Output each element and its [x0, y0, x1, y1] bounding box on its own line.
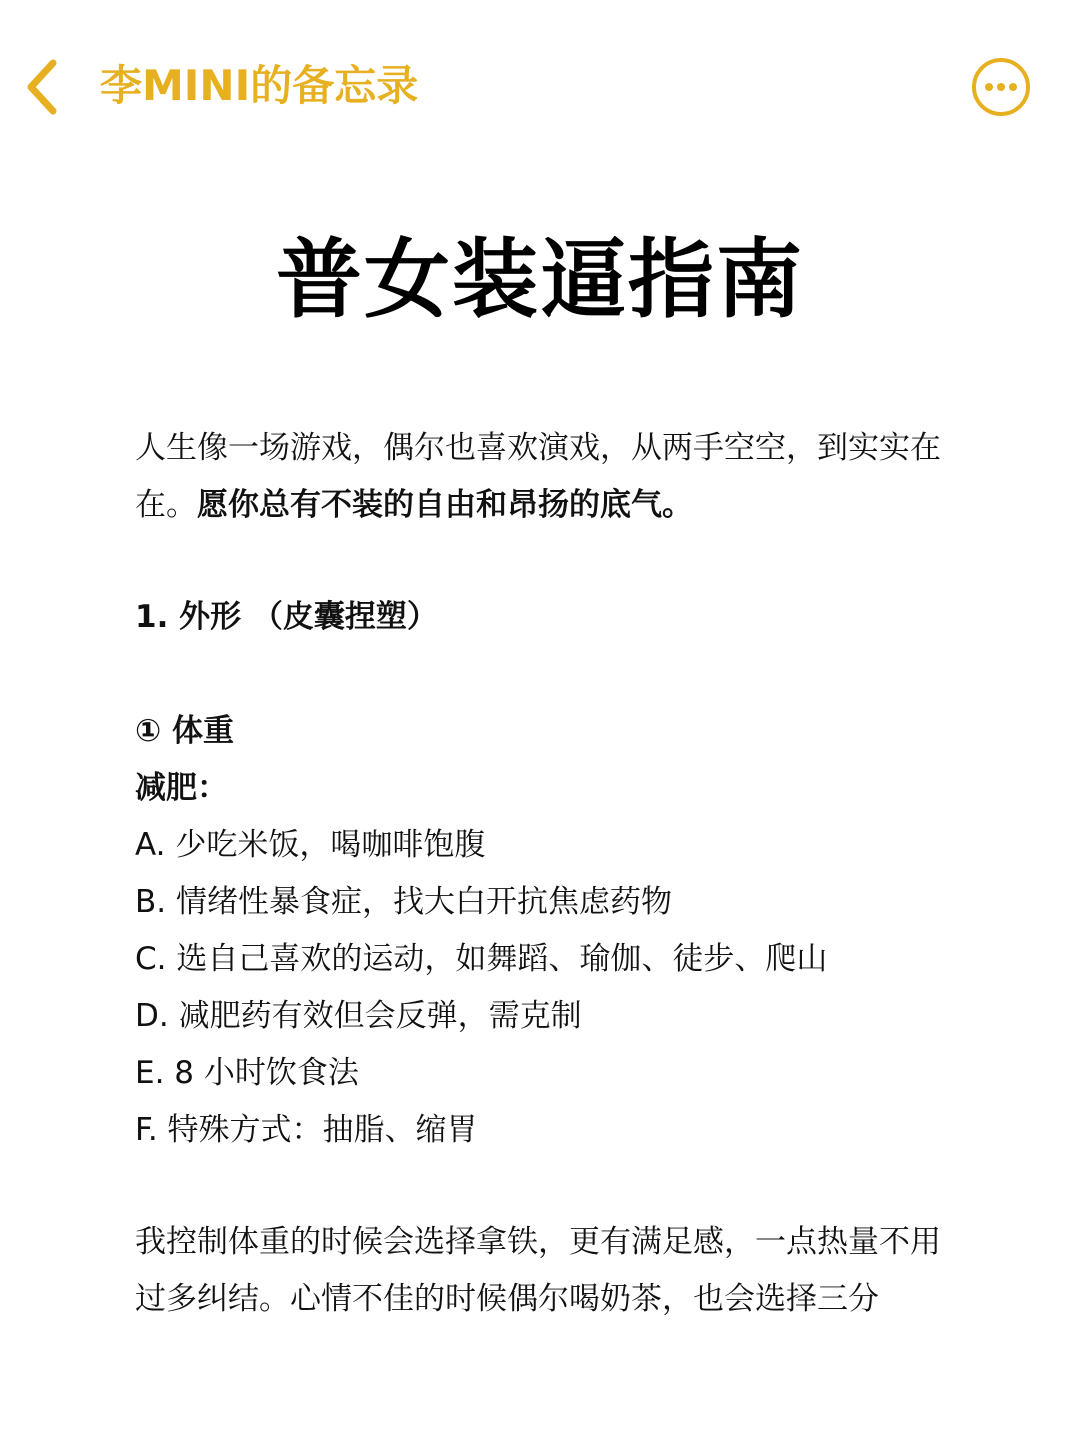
more-horizontal-icon	[970, 56, 1032, 118]
list-item: B. 情绪性暴食症，找大白开抗焦虑药物	[135, 884, 672, 920]
list-label: 减肥：	[135, 770, 228, 806]
chevron-left-icon	[23, 57, 63, 117]
header-title: 李MINI的备忘录	[100, 61, 419, 110]
section-heading: 1. 外形 （皮囊捏塑）	[135, 599, 438, 635]
note-body	[135, 420, 950, 1328]
back-button[interactable]	[18, 56, 68, 118]
list-item: E. 8 小时饮食法	[135, 1055, 359, 1091]
note-title: 普女装逼指南	[276, 230, 804, 330]
list-item: C. 选自己喜欢的运动，如舞蹈、瑜伽、徒步、爬山	[135, 941, 828, 977]
intro-bold-text: 愿你总有不装的自由和昂扬的底气。	[197, 487, 693, 523]
list-item: D. 减肥药有效但会反弹，需克制	[135, 998, 582, 1034]
more-button[interactable]	[970, 56, 1032, 118]
intro-text: 人生像一场游戏，偶尔也喜欢演戏，从两手空空，到实实在在。	[135, 430, 941, 523]
intro-paragraph	[135, 420, 950, 534]
list-item: A. 少吃米饭，喝咖啡饱腹	[135, 827, 486, 863]
list-item: F. 特殊方式：抽脂、缩胃	[135, 1112, 478, 1148]
nav-header	[0, 0, 1080, 175]
subsection-heading: ① 体重	[135, 713, 235, 749]
closing-paragraph: 我控制体重的时候会选择拿铁，更有满足感，一点热量不用过多纠结。心情不佳的时候偶尔喝奶茶，也会选择三分	[135, 1224, 941, 1317]
